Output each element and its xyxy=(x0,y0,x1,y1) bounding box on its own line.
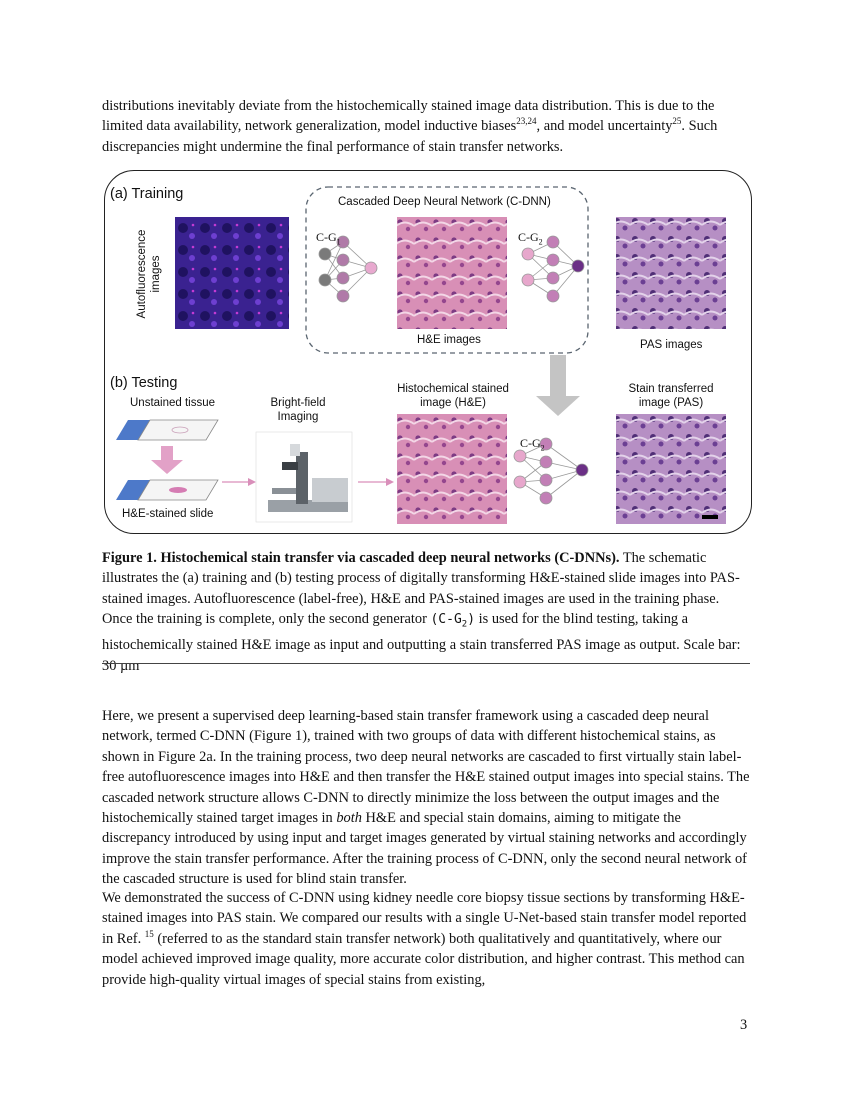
caption-title: Figure 1. Histochemical stain transfer via cascaded deep neural networks (C-DNNs). xyxy=(102,550,620,566)
cg2-text: C-G xyxy=(518,230,539,244)
he-testing-image xyxy=(397,414,507,524)
caption-divider xyxy=(102,663,750,664)
brightfield-label-1: Bright-field xyxy=(270,397,326,409)
caption-cg-text: (C-G xyxy=(430,612,462,628)
arrow-right-icon xyxy=(222,478,256,486)
arrow-down-icon xyxy=(151,446,183,474)
arrow-down-icon xyxy=(536,355,580,416)
citation-superscript: 25 xyxy=(672,116,682,127)
paragraph-demonstration xyxy=(102,888,752,990)
unstained-tissue-label: Unstained tissue xyxy=(130,397,216,409)
stain-transferred-label-1: Stain transferred xyxy=(628,383,714,395)
testing-label: (b) Testing xyxy=(110,375,178,391)
caption-text: is used for the blind testing, taking a histochemically stained H&E image as input and outputting a stain transferred PAS image as output. Scale bar: 30 µm xyxy=(102,611,741,674)
paragraph-text: . Such discrepancies might undermine the final performance of stain transfer networks. xyxy=(102,118,718,155)
emphasis-text: both xyxy=(336,810,362,827)
autofluorescence-image xyxy=(175,217,289,329)
arrow-right-icon xyxy=(358,478,394,486)
caption-cg-subscript: 2 xyxy=(461,619,468,630)
cg1-text: C-G xyxy=(316,230,337,244)
histochemical-label-2: image (H&E) xyxy=(420,397,486,409)
pas-training-image xyxy=(616,217,726,329)
paragraph-text: (referred to as the standard stain transfer network) both qualitatively and quantitatively, where our model achieved improved image quality, more accurate color distribution, and higher contrast. This method can provide high-quality virtual images of special stains from existing, xyxy=(102,930,745,988)
he-slide xyxy=(116,480,218,500)
training-label: (a) Training xyxy=(110,186,184,202)
cg1-subscript: 1 xyxy=(336,237,341,247)
caption-text: The schematic illustrates the (a) training and (b) testing process of digitally transforming H&E-stained slide images into PAS-stained images. Autofluorescence (label-free), H&E and PAS-stained images are used in the training phase. Once the training is complete, only the second generator xyxy=(102,550,740,628)
cdnn-label: Cascaded Deep Neural Network (C-DNN) xyxy=(338,196,551,208)
cg2-label xyxy=(518,230,543,246)
he-training-image xyxy=(397,217,507,329)
microscope-icon xyxy=(256,432,352,522)
citation-superscript: 23,24 xyxy=(516,116,537,127)
stain-transferred-label-2: image (PAS) xyxy=(638,397,704,409)
pas-images-label: PAS images xyxy=(640,339,703,351)
paragraph-text: , and model uncertainty xyxy=(536,118,673,135)
paragraph-text: We demonstrated the success of C-DNN using kidney needle core biopsy tissue sections by transforming H&E-stained images into PAS stain. We compared our results with a single U-Net-based stain transfer model reported in Ref. xyxy=(102,890,747,947)
unstained-slide xyxy=(116,420,218,440)
cg2-subscript: 2 xyxy=(538,237,543,247)
autofluorescence-label: Autofluorescence images xyxy=(136,229,162,319)
cg1-label xyxy=(316,230,341,246)
brightfield-label-2: Imaging xyxy=(277,411,319,423)
scale-bar xyxy=(702,515,718,519)
paragraph-text: Here, we present a supervised deep learning-based stain transfer framework using a cascaded deep neural network, termed C-DNN (Figure 1), trained with two groups of data with different histochemical stains, as shown in Figure 2a. In the training process, two deep neural networks are cascaded to first virtually stain label-free autofluorescence images into H&E and then transfer the H&E stained output images into special stains. The cascaded network structure allows C-DNN to directly minimize the loss between the output images and the histochemically stained target images in xyxy=(102,708,750,827)
paragraph-text: distributions inevitably deviate from the histochemically stained image data distribution. This is due to the limited data availability, network generalization, model inductive biases xyxy=(102,98,715,135)
page-number: 3 xyxy=(740,1017,748,1033)
caption-cg-notation xyxy=(430,612,476,630)
paragraph-text: H&E and special stain domains, aiming to mitigate the discrepancy introduced by using input and target images generated by virtual staining networks and accordingly improve the stain transfer performance. After the training process of C-DNN, only the second neural network of the cascaded structure is used for blind stain transfer. xyxy=(102,810,747,888)
he-slide-label: H&E-stained slide xyxy=(122,508,214,520)
cg2-test-subscript: 2 xyxy=(540,443,545,453)
cg2-test-label xyxy=(520,436,545,452)
he-images-label: H&E images xyxy=(417,334,481,346)
paragraph-cdnn-overview xyxy=(102,706,752,890)
figure-caption xyxy=(102,548,752,676)
caption-cg-close: ) xyxy=(467,612,476,628)
histochemical-label-1: Histochemical stained xyxy=(397,383,509,395)
cg2-test-text: C-G xyxy=(520,436,541,450)
citation-superscript: 15 xyxy=(144,929,154,940)
pas-output-image xyxy=(616,414,726,524)
